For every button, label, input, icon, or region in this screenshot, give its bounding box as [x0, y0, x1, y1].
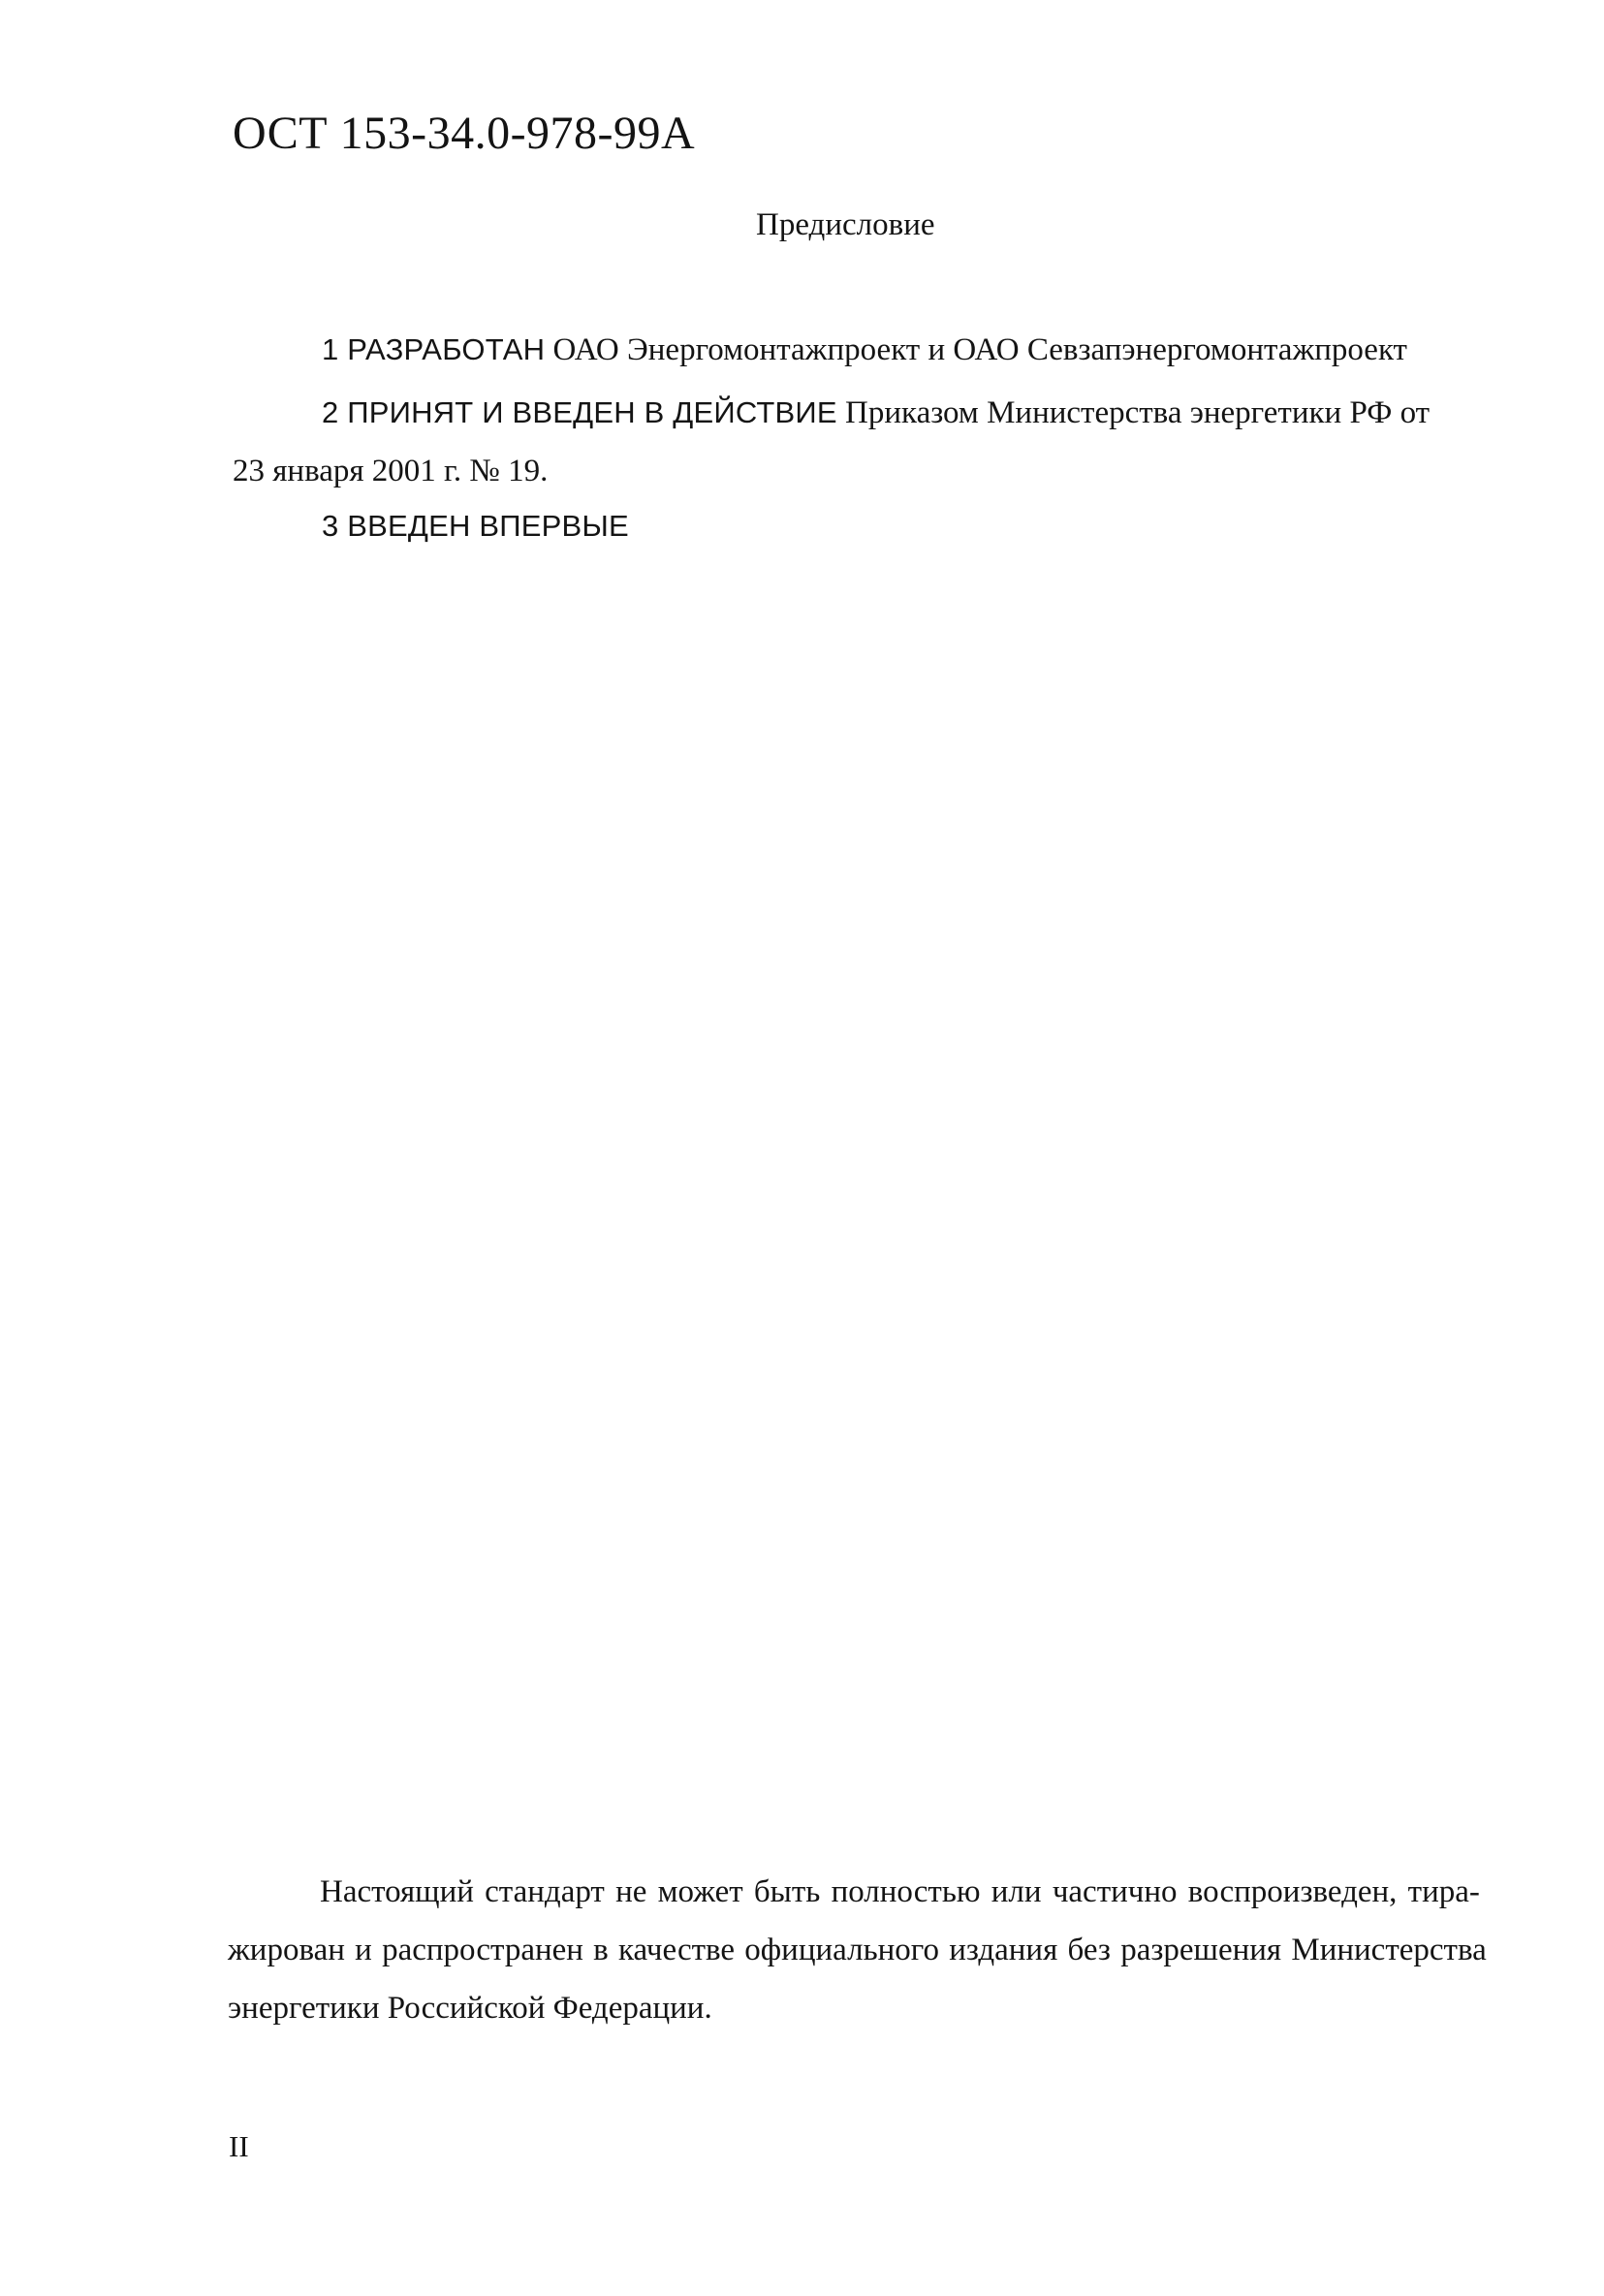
- preface-item-2: [322, 392, 1430, 434]
- page-number: II: [229, 2129, 249, 2163]
- preface-item-1: [322, 329, 1407, 371]
- preface-item-2-text: Приказом Министерства энергетики РФ от: [836, 395, 1431, 430]
- preface-item-1-text: ОАО Энергомонтажпроект и ОАО Севзапэнергомонтажпроект: [545, 332, 1407, 367]
- preface-item-3: [322, 505, 629, 548]
- copyright-notice-line-3: энергетики Российской Федерации.: [228, 1991, 712, 2026]
- copyright-notice-line-1: Настоящий стандарт не может быть полностью или частично воспроизведен, тира-: [320, 1874, 1480, 1909]
- document-code: ОСТ 153-34.0-978-99А: [233, 108, 696, 159]
- preface-item-1-caps: 1 РАЗРАБОТАН: [322, 332, 546, 366]
- copyright-notice-line-2: жирован и распространен в качестве официального издания без разрешения Министерства: [228, 1933, 1487, 1967]
- preface-heading: Предисловие: [756, 207, 935, 242]
- preface-item-2-caps: 2 ПРИНЯТ И ВВЕДЕН В ДЕЙСТВИЕ: [322, 395, 837, 429]
- preface-item-2-continuation: 23 января 2001 г. № 19.: [233, 454, 549, 488]
- preface-item-3-caps: 3 ВВЕДЕН ВПЕРВЫЕ: [322, 509, 629, 543]
